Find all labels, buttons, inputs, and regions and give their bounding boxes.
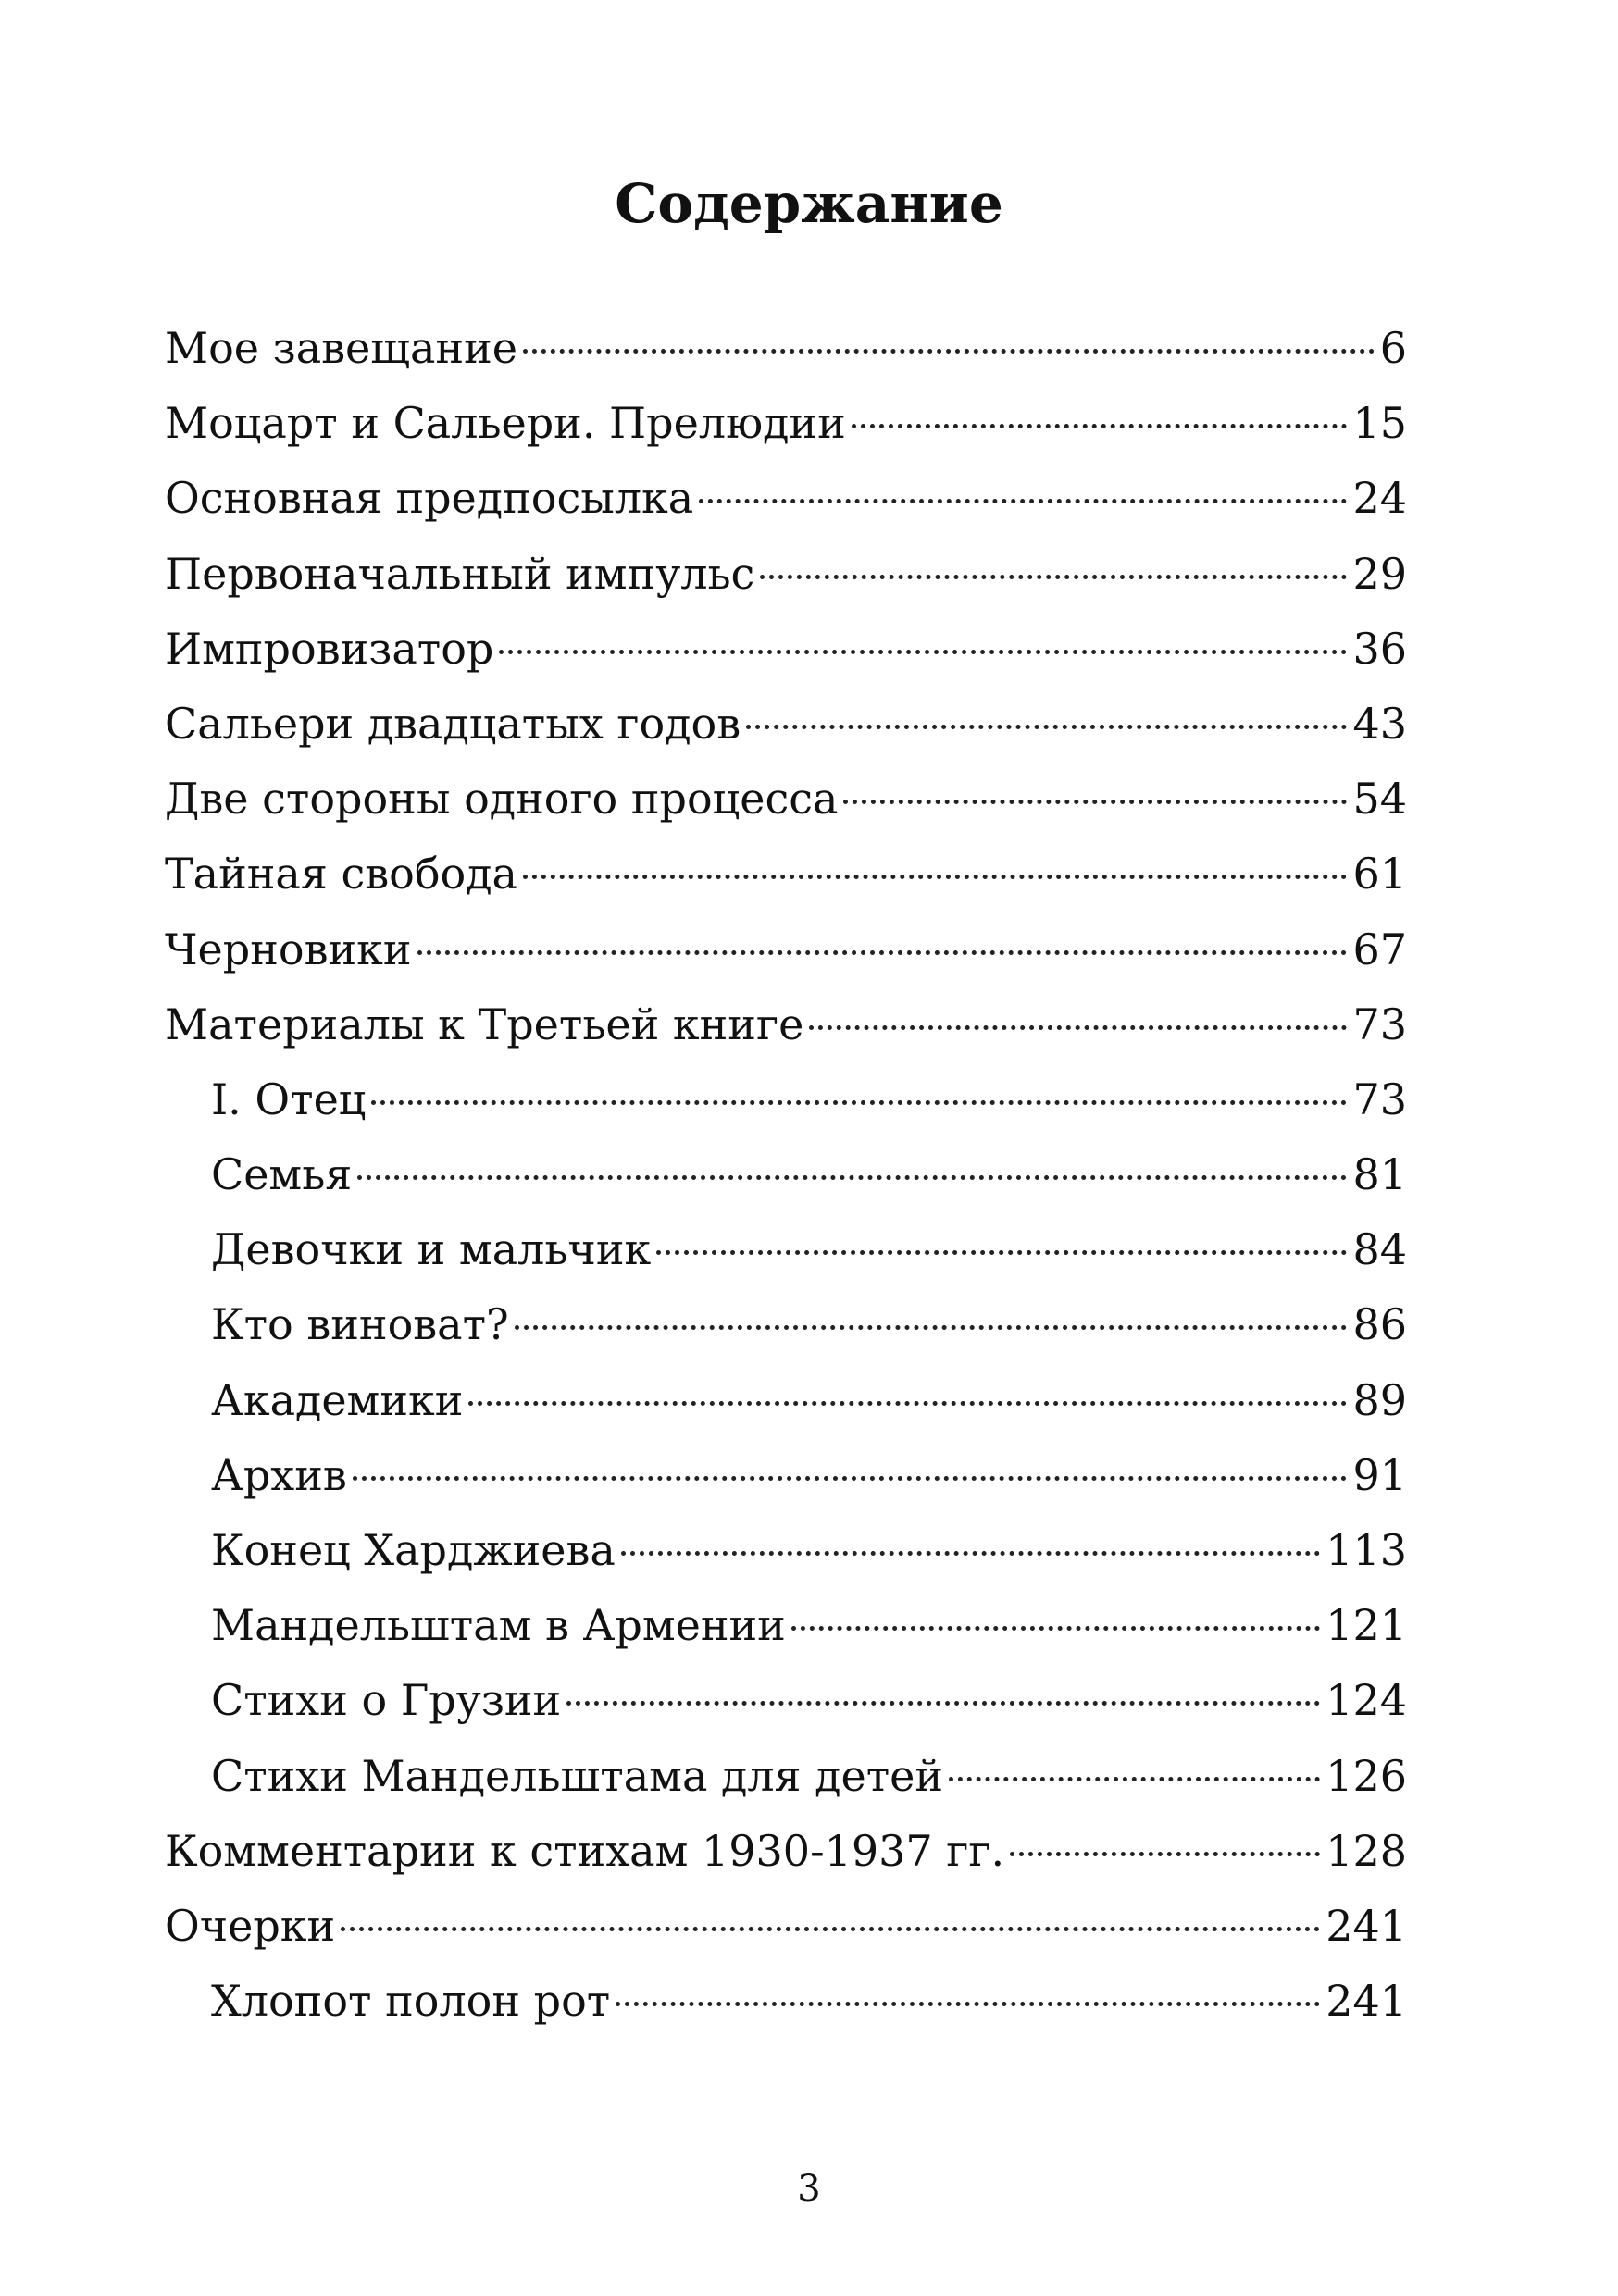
toc-leader-dots <box>616 2002 1320 2006</box>
toc-subentry <box>165 1363 1407 1438</box>
toc-leader-dots <box>699 499 1347 503</box>
toc-leader-dots <box>746 725 1347 729</box>
toc-subentry <box>165 1287 1407 1362</box>
toc-subentry <box>165 1137 1407 1212</box>
page-number: 3 <box>797 2167 821 2210</box>
toc-entry-page: 73 <box>1352 1074 1407 1124</box>
toc-entry-page: 241 <box>1326 1976 1407 2027</box>
toc-leader-dots <box>499 650 1347 654</box>
toc-subentry <box>165 1739 1407 1814</box>
toc-entry-label: I. Отец <box>211 1074 367 1124</box>
toc-entry <box>165 987 1407 1062</box>
toc-entry-page: 29 <box>1352 548 1407 599</box>
toc-entry <box>165 687 1407 762</box>
toc-leader-dots <box>852 424 1348 428</box>
toc-subentry <box>165 1588 1407 1663</box>
toc-entry <box>165 837 1407 912</box>
table-of-contents <box>165 311 1407 2039</box>
toc-entry-label: Материалы к Третьей книге <box>165 999 804 1049</box>
toc-subentry <box>165 1438 1407 1513</box>
toc-entry-label: Архив <box>211 1449 347 1500</box>
toc-entry-page: 81 <box>1352 1149 1407 1200</box>
toc-entry-page: 6 <box>1379 323 1407 373</box>
toc-entry <box>165 762 1407 837</box>
toc-entry-page: 61 <box>1352 849 1407 900</box>
toc-entry-label: Конец Харджиева <box>211 1525 616 1575</box>
toc-leader-dots <box>843 800 1347 804</box>
toc-entry-label: Семья <box>211 1149 353 1200</box>
toc-entry-page: 15 <box>1352 398 1407 449</box>
toc-entry <box>165 311 1407 386</box>
toc-leader-dots <box>1010 1852 1320 1856</box>
toc-entry-label: Мое завещание <box>165 323 518 373</box>
toc-entry-page: 43 <box>1352 698 1407 749</box>
toc-entry-page: 86 <box>1352 1299 1407 1350</box>
toc-entry-page: 36 <box>1352 623 1407 674</box>
toc-entry-label: Импровизатор <box>165 623 494 674</box>
toc-entry-page: 91 <box>1352 1449 1407 1500</box>
toc-entry-page: 73 <box>1352 999 1407 1049</box>
toc-subentry <box>165 1964 1407 2039</box>
toc-entry-label: Комментарии к стихам 1930-1937 гг. <box>165 1825 1005 1876</box>
toc-entry-page: 241 <box>1326 1900 1407 1951</box>
toc-entry-label: Академики <box>211 1374 464 1425</box>
toc-leader-dots <box>371 1100 1347 1105</box>
toc-leader-dots <box>341 1927 1320 1931</box>
toc-entry-page: 24 <box>1352 473 1407 524</box>
toc-leader-dots <box>523 349 1375 354</box>
toc-leader-dots <box>760 575 1347 579</box>
toc-leader-dots <box>357 1175 1347 1180</box>
toc-entry-page: 89 <box>1352 1374 1407 1425</box>
toc-entry-label: Черновики <box>165 924 412 974</box>
page-title: Содержание <box>615 172 1003 235</box>
toc-entry-label: Стихи о Грузии <box>211 1675 562 1726</box>
toc-entry-label: Моцарт и Сальери. Прелюдии <box>165 398 846 449</box>
toc-entry <box>165 461 1407 536</box>
toc-subentry <box>165 1663 1407 1738</box>
toc-entry-label: Первоначальный импульс <box>165 548 755 599</box>
toc-subentry <box>165 1212 1407 1287</box>
toc-entry-page: 124 <box>1326 1675 1407 1726</box>
toc-entry-page: 67 <box>1352 924 1407 974</box>
toc-leader-dots <box>566 1701 1320 1706</box>
toc-entry <box>165 1889 1407 1964</box>
toc-entry <box>165 912 1407 987</box>
toc-leader-dots <box>523 875 1347 879</box>
toc-entry-label: Кто виноват? <box>211 1299 509 1350</box>
toc-leader-dots <box>949 1777 1320 1781</box>
toc-entry-label: Хлопот полон рот <box>211 1976 611 2027</box>
toc-entry <box>165 386 1407 461</box>
toc-entry-page: 113 <box>1326 1525 1407 1575</box>
toc-leader-dots <box>468 1401 1347 1406</box>
toc-entry-page: 54 <box>1352 774 1407 825</box>
toc-leader-dots <box>791 1626 1320 1631</box>
toc-entry-page: 84 <box>1352 1224 1407 1275</box>
toc-leader-dots <box>353 1476 1348 1481</box>
toc-entry <box>165 612 1407 687</box>
toc-subentry <box>165 1513 1407 1588</box>
toc-leader-dots <box>621 1551 1320 1556</box>
toc-entry-page: 126 <box>1326 1750 1407 1801</box>
toc-entry-label: Тайная свобода <box>165 849 517 900</box>
toc-entry-label: Очерки <box>165 1900 336 1951</box>
toc-entry-label: Две стороны одного процесса <box>165 774 839 825</box>
toc-leader-dots <box>656 1250 1347 1255</box>
toc-leader-dots <box>809 1025 1347 1030</box>
toc-entry-page: 128 <box>1326 1825 1407 1876</box>
toc-entry-label: Стихи Мандельштама для детей <box>211 1750 944 1801</box>
toc-entry-label: Мандельштам в Армении <box>211 1600 786 1651</box>
toc-entry-page: 121 <box>1326 1600 1407 1651</box>
toc-entry <box>165 537 1407 612</box>
toc-entry <box>165 1814 1407 1889</box>
toc-entry-label: Девочки и мальчик <box>211 1224 652 1275</box>
toc-leader-dots <box>515 1325 1348 1330</box>
toc-entry-label: Сальери двадцатых годов <box>165 698 741 749</box>
toc-subentry <box>165 1062 1407 1137</box>
toc-leader-dots <box>417 950 1348 955</box>
toc-entry-label: Основная предпосылка <box>165 473 694 524</box>
